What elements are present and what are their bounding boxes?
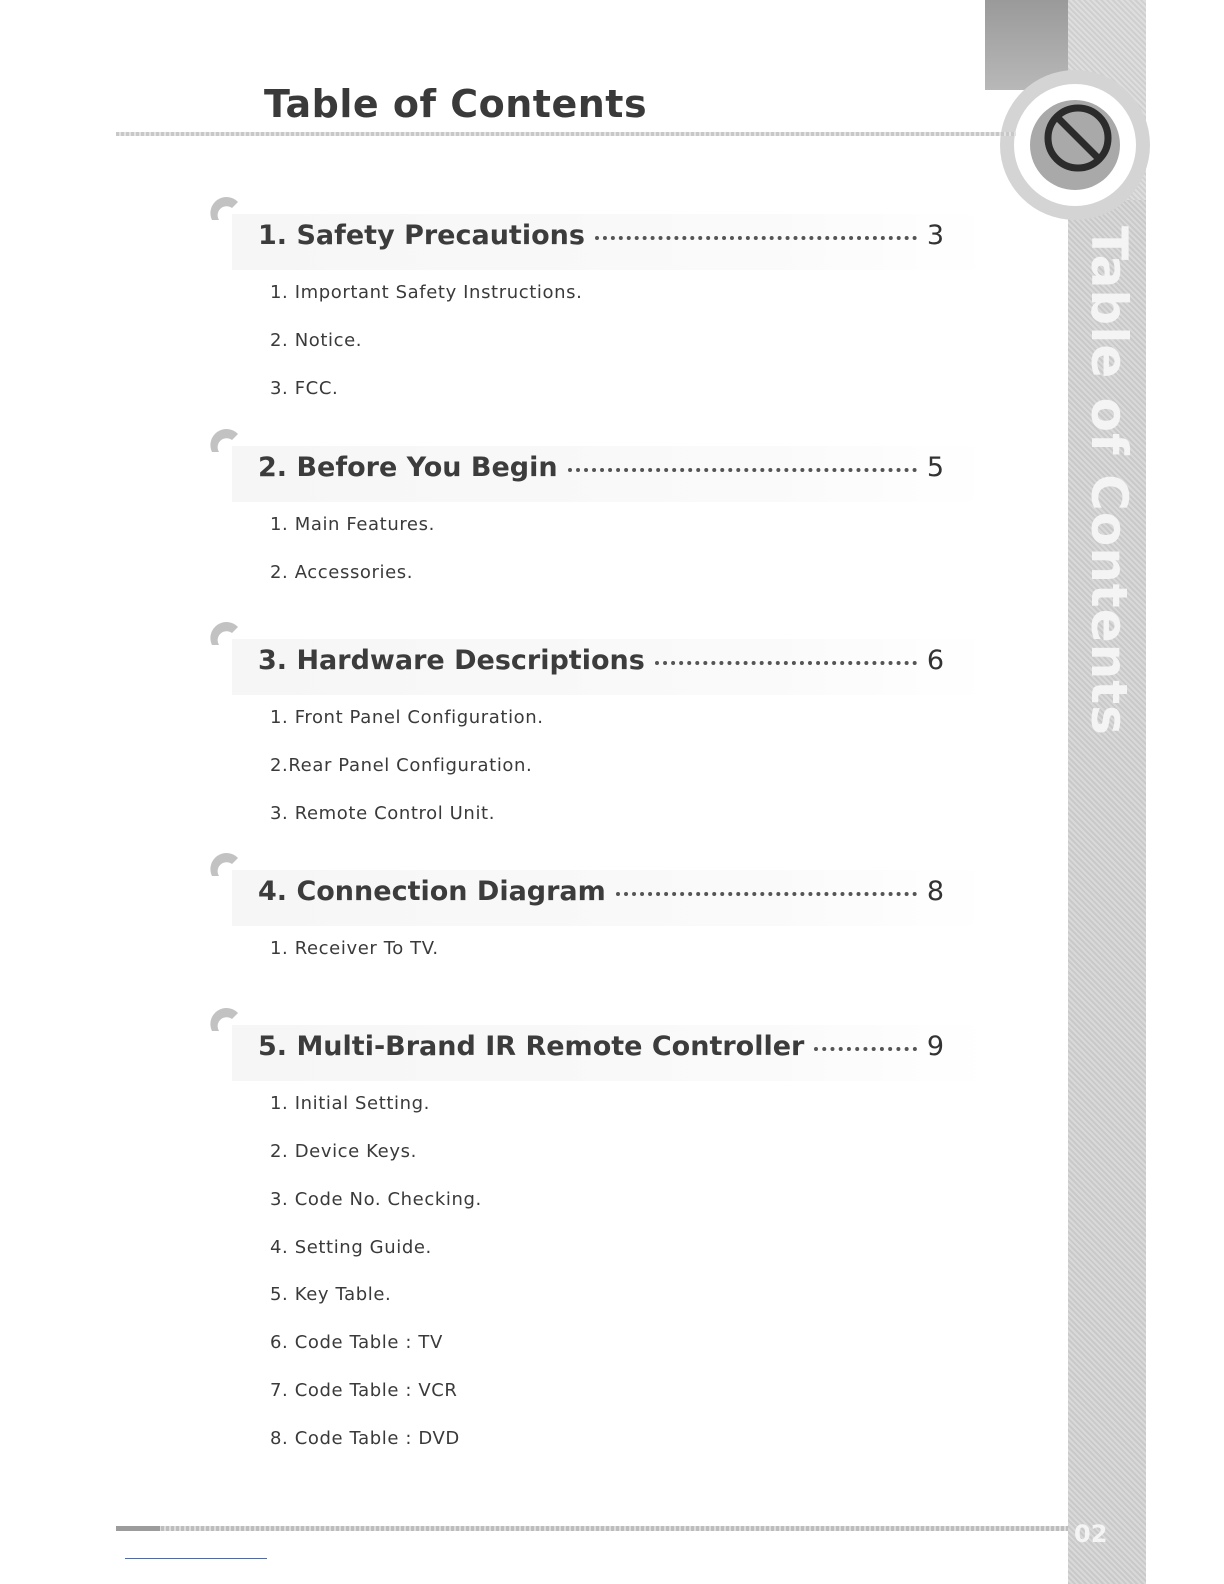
- prohibited-icon: [1038, 98, 1118, 178]
- section-bullet-icon: [204, 190, 244, 230]
- bottom-rule: [116, 1526, 1068, 1531]
- section-page: 5: [926, 452, 944, 483]
- section-page: 6: [926, 645, 944, 676]
- dot-leader: [655, 661, 917, 665]
- dot-leader: [568, 468, 917, 472]
- section-title: 5. Multi-Brand IR Remote Controller: [258, 1031, 805, 1062]
- section-title: 4. Connection Diagram: [258, 876, 606, 907]
- subsection-item[interactable]: 2. Device Keys.: [270, 1141, 417, 1162]
- section-heading[interactable]: [258, 452, 944, 483]
- subsection-item[interactable]: 5. Key Table.: [270, 1284, 392, 1305]
- section-heading[interactable]: [258, 876, 944, 907]
- section-page: 8: [926, 876, 944, 907]
- dot-leader: [595, 236, 917, 240]
- subsection-item[interactable]: 2.Rear Panel Configuration.: [270, 755, 533, 776]
- subsection-item[interactable]: 6. Code Table : TV: [270, 1332, 443, 1353]
- page-number: 02: [1074, 1520, 1108, 1548]
- subsection-item[interactable]: 1. Initial Setting.: [270, 1093, 430, 1114]
- section-bullet-icon: [204, 615, 244, 655]
- section-heading[interactable]: [258, 1031, 944, 1062]
- section-bullet-icon: [204, 422, 244, 462]
- section-bullet-icon: [204, 1001, 244, 1041]
- section-title: 1. Safety Precautions: [258, 220, 585, 251]
- title-rule: [116, 132, 1016, 136]
- side-label: Table of Contents: [1080, 226, 1138, 736]
- subsection-item[interactable]: 1. Main Features.: [270, 514, 435, 535]
- page-title: Table of Contents: [264, 82, 648, 126]
- dot-leader: [616, 892, 917, 896]
- section-heading[interactable]: [258, 645, 944, 676]
- subsection-item[interactable]: 8. Code Table : DVD: [270, 1428, 460, 1449]
- bottom-rule-accent: [116, 1526, 160, 1531]
- subsection-item[interactable]: 3. Remote Control Unit.: [270, 803, 496, 824]
- subsection-item[interactable]: 1. Receiver To TV.: [270, 938, 439, 959]
- section-page: 3: [926, 220, 944, 251]
- subsection-item[interactable]: 1. Front Panel Configuration.: [270, 707, 544, 728]
- subsection-item[interactable]: 2. Notice.: [270, 330, 363, 351]
- section-heading[interactable]: [258, 220, 944, 251]
- subsection-item[interactable]: 4. Setting Guide.: [270, 1237, 432, 1258]
- section-bullet-icon: [204, 846, 244, 886]
- bottom-link-line: [125, 1558, 267, 1559]
- subsection-item[interactable]: 1. Important Safety Instructions.: [270, 282, 583, 303]
- subsection-item[interactable]: 3. FCC.: [270, 378, 339, 399]
- section-title: 3. Hardware Descriptions: [258, 645, 645, 676]
- subsection-item[interactable]: 7. Code Table : VCR: [270, 1380, 458, 1401]
- subsection-item[interactable]: 3. Code No. Checking.: [270, 1189, 482, 1210]
- dot-leader: [814, 1047, 916, 1051]
- subsection-item[interactable]: 2. Accessories.: [270, 562, 414, 583]
- section-page: 9: [926, 1031, 944, 1062]
- section-title: 2. Before You Begin: [258, 452, 558, 483]
